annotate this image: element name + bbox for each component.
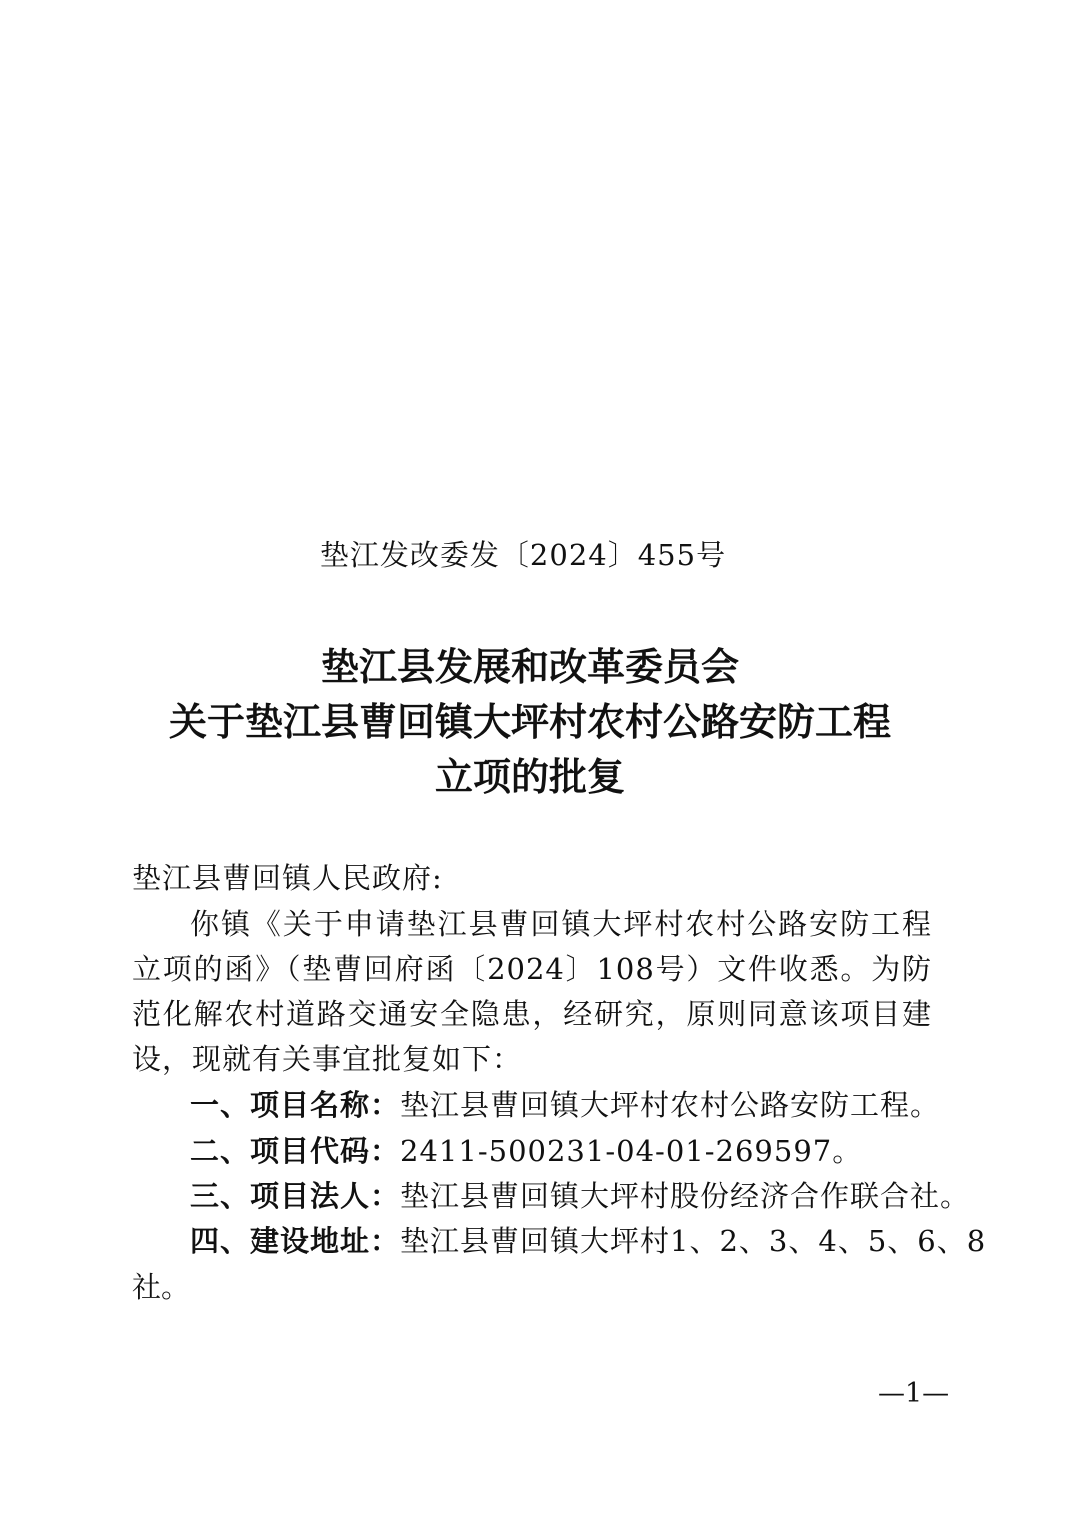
title-line-3: 立项的批复 [434, 755, 625, 799]
page-number: —1— [878, 1378, 950, 1409]
document-title [0, 640, 1060, 805]
item-value: 垫江县曹回镇大坪村股份经济合作联合社。 [400, 1179, 971, 1213]
document-number: 垫江发改委发〔2024〕455号 [319, 538, 727, 572]
item-construction-address-continuation: 社。 [132, 1270, 191, 1304]
item-label: 四、建设地址： [190, 1224, 401, 1258]
item-label: 一、项目名称： [190, 1088, 401, 1122]
item-value: 2411-500231-04-01-269597。 [400, 1134, 863, 1168]
item-construction-address [190, 1219, 987, 1264]
item-value: 垫江县曹回镇大坪村农村公路安防工程。 [400, 1088, 941, 1122]
item-project-name [190, 1083, 940, 1128]
main-paragraph: 你镇《关于申请垫江县曹回镇大坪村农村公路安防工程立项的函》（垫曹回府函〔2024〕108号）文件收悉。为防范化解农村道路交通安全隐患，经研究，原则同意该项目建设，现就有关事宜批复如下： [132, 907, 932, 1076]
item-label: 二、项目代码： [190, 1134, 401, 1168]
title-line-2: 关于垫江县曹回镇大坪村农村公路安防工程 [168, 700, 891, 744]
addressee: 垫江县曹回镇人民政府: [132, 861, 443, 895]
title-line-1: 垫江县发展和改革委员会 [320, 645, 739, 689]
item-project-legal-person [190, 1174, 971, 1219]
item-label: 三、项目法人： [190, 1179, 401, 1213]
item-value: 垫江县曹回镇大坪村1、2、3、4、5、6、8 [400, 1224, 987, 1258]
item-project-code [190, 1129, 940, 1174]
